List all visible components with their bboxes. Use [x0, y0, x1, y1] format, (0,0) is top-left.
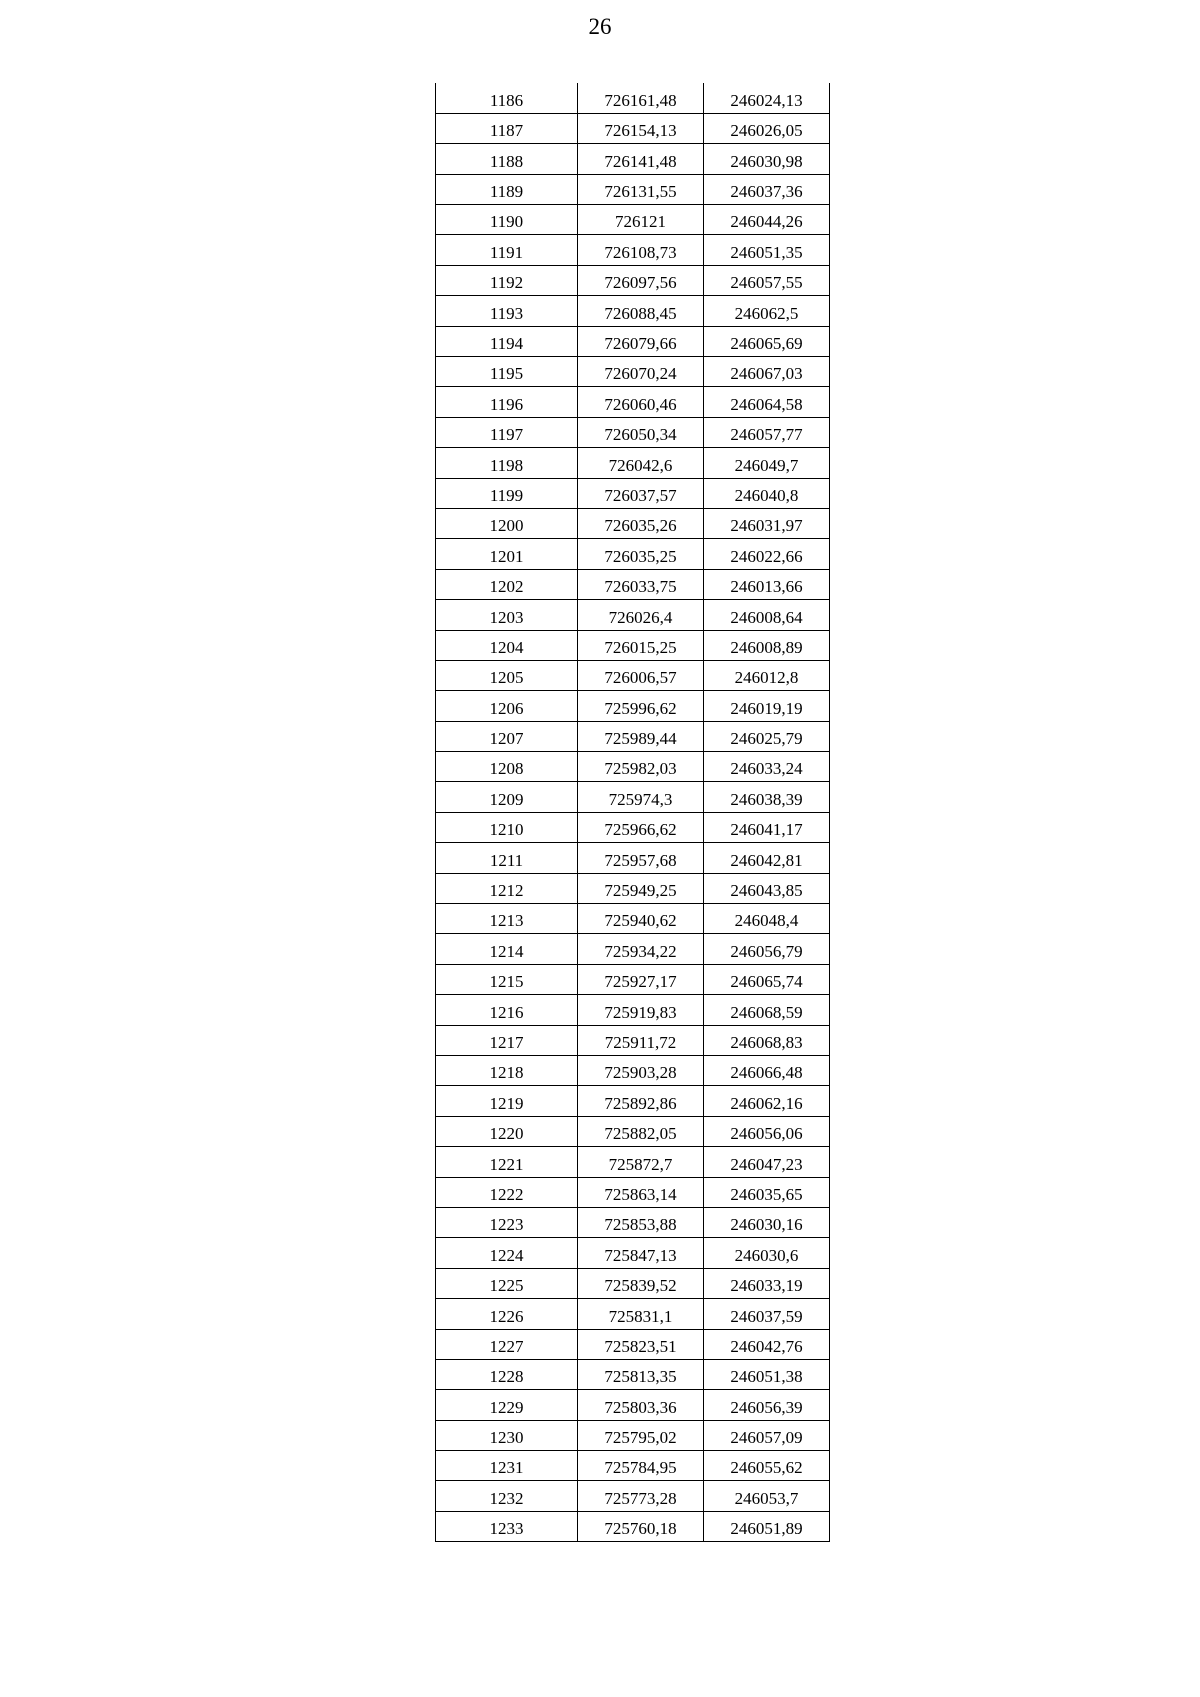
table-row — [436, 782, 830, 812]
x-coordinate-cell: 725996,62 — [578, 691, 704, 721]
x-coordinate-cell: 725853,88 — [578, 1207, 704, 1237]
x-coordinate-cell: 726026,4 — [578, 600, 704, 630]
x-coordinate-cell: 725934,22 — [578, 934, 704, 964]
point-number-cell: 1215 — [436, 964, 578, 994]
point-number-cell: 1193 — [436, 296, 578, 326]
y-coordinate-cell: 246035,65 — [704, 1177, 830, 1207]
point-number-cell: 1201 — [436, 539, 578, 569]
x-coordinate-cell: 725839,52 — [578, 1268, 704, 1298]
point-number-cell: 1198 — [436, 448, 578, 478]
table-row — [436, 904, 830, 934]
point-number-cell: 1224 — [436, 1238, 578, 1268]
table-row — [436, 600, 830, 630]
table-row — [436, 174, 830, 204]
point-number-cell: 1191 — [436, 235, 578, 265]
table-row — [436, 569, 830, 599]
point-number-cell: 1228 — [436, 1359, 578, 1389]
x-coordinate-cell: 726035,25 — [578, 539, 704, 569]
point-number-cell: 1187 — [436, 113, 578, 143]
point-number-cell: 1200 — [436, 508, 578, 538]
point-number-cell: 1206 — [436, 691, 578, 721]
coordinates-table-body — [436, 83, 830, 1542]
table-row — [436, 326, 830, 356]
x-coordinate-cell: 725823,51 — [578, 1329, 704, 1359]
y-coordinate-cell: 246065,74 — [704, 964, 830, 994]
point-number-cell: 1192 — [436, 265, 578, 295]
y-coordinate-cell: 246053,7 — [704, 1481, 830, 1511]
y-coordinate-cell: 246067,03 — [704, 357, 830, 387]
point-number-cell: 1222 — [436, 1177, 578, 1207]
table-row — [436, 995, 830, 1025]
x-coordinate-cell: 725803,36 — [578, 1390, 704, 1420]
table-row — [436, 1451, 830, 1481]
y-coordinate-cell: 246042,76 — [704, 1329, 830, 1359]
point-number-cell: 1226 — [436, 1299, 578, 1329]
y-coordinate-cell: 246030,16 — [704, 1207, 830, 1237]
table-row — [436, 83, 830, 113]
y-coordinate-cell: 246051,89 — [704, 1511, 830, 1541]
x-coordinate-cell: 725949,25 — [578, 873, 704, 903]
y-coordinate-cell: 246030,98 — [704, 144, 830, 174]
point-number-cell: 1199 — [436, 478, 578, 508]
x-coordinate-cell: 726121 — [578, 205, 704, 235]
table-row — [436, 235, 830, 265]
y-coordinate-cell: 246024,13 — [704, 83, 830, 113]
point-number-cell: 1227 — [436, 1329, 578, 1359]
table-row — [436, 1056, 830, 1086]
x-coordinate-cell: 725919,83 — [578, 995, 704, 1025]
y-coordinate-cell: 246068,83 — [704, 1025, 830, 1055]
point-number-cell: 1197 — [436, 417, 578, 447]
x-coordinate-cell: 726006,57 — [578, 660, 704, 690]
table-row — [436, 448, 830, 478]
y-coordinate-cell: 246008,64 — [704, 600, 830, 630]
x-coordinate-cell: 725795,02 — [578, 1420, 704, 1450]
table-row — [436, 144, 830, 174]
x-coordinate-cell: 726154,13 — [578, 113, 704, 143]
point-number-cell: 1219 — [436, 1086, 578, 1116]
x-coordinate-cell: 726131,55 — [578, 174, 704, 204]
table-row — [436, 660, 830, 690]
y-coordinate-cell: 246047,23 — [704, 1147, 830, 1177]
table-row — [436, 1025, 830, 1055]
y-coordinate-cell: 246055,62 — [704, 1451, 830, 1481]
point-number-cell: 1223 — [436, 1207, 578, 1237]
point-number-cell: 1189 — [436, 174, 578, 204]
x-coordinate-cell: 726141,48 — [578, 144, 704, 174]
point-number-cell: 1203 — [436, 600, 578, 630]
table-row — [436, 296, 830, 326]
point-number-cell: 1231 — [436, 1451, 578, 1481]
y-coordinate-cell: 246041,17 — [704, 812, 830, 842]
point-number-cell: 1216 — [436, 995, 578, 1025]
table-row — [436, 1086, 830, 1116]
y-coordinate-cell: 246031,97 — [704, 508, 830, 538]
x-coordinate-cell: 725863,14 — [578, 1177, 704, 1207]
point-number-cell: 1233 — [436, 1511, 578, 1541]
x-coordinate-cell: 725773,28 — [578, 1481, 704, 1511]
table-row — [436, 1116, 830, 1146]
x-coordinate-cell: 725872,7 — [578, 1147, 704, 1177]
y-coordinate-cell: 246057,55 — [704, 265, 830, 295]
x-coordinate-cell: 725892,86 — [578, 1086, 704, 1116]
x-coordinate-cell: 726088,45 — [578, 296, 704, 326]
point-number-cell: 1218 — [436, 1056, 578, 1086]
table-row — [436, 812, 830, 842]
page-number: 26 — [588, 14, 612, 39]
table-row — [436, 1329, 830, 1359]
point-number-cell: 1190 — [436, 205, 578, 235]
point-number-cell: 1210 — [436, 812, 578, 842]
table-row — [436, 721, 830, 751]
y-coordinate-cell: 246051,38 — [704, 1359, 830, 1389]
point-number-cell: 1186 — [436, 83, 578, 113]
point-number-cell: 1207 — [436, 721, 578, 751]
point-number-cell: 1232 — [436, 1481, 578, 1511]
y-coordinate-cell: 246019,19 — [704, 691, 830, 721]
x-coordinate-cell: 726108,73 — [578, 235, 704, 265]
x-coordinate-cell: 725847,13 — [578, 1238, 704, 1268]
y-coordinate-cell: 246057,09 — [704, 1420, 830, 1450]
y-coordinate-cell: 246043,85 — [704, 873, 830, 903]
x-coordinate-cell: 726033,75 — [578, 569, 704, 599]
x-coordinate-cell: 725974,3 — [578, 782, 704, 812]
y-coordinate-cell: 246033,24 — [704, 752, 830, 782]
y-coordinate-cell: 246022,66 — [704, 539, 830, 569]
x-coordinate-cell: 725982,03 — [578, 752, 704, 782]
table-row — [436, 1268, 830, 1298]
table-row — [436, 478, 830, 508]
table-row — [436, 387, 830, 417]
y-coordinate-cell: 246042,81 — [704, 843, 830, 873]
point-number-cell: 1220 — [436, 1116, 578, 1146]
x-coordinate-cell: 725927,17 — [578, 964, 704, 994]
x-coordinate-cell: 726035,26 — [578, 508, 704, 538]
table-row — [436, 1390, 830, 1420]
table-row — [436, 630, 830, 660]
y-coordinate-cell: 246037,59 — [704, 1299, 830, 1329]
point-number-cell: 1211 — [436, 843, 578, 873]
y-coordinate-cell: 246030,6 — [704, 1238, 830, 1268]
point-number-cell: 1208 — [436, 752, 578, 782]
x-coordinate-cell: 726015,25 — [578, 630, 704, 660]
x-coordinate-cell: 725760,18 — [578, 1511, 704, 1541]
point-number-cell: 1209 — [436, 782, 578, 812]
y-coordinate-cell: 246068,59 — [704, 995, 830, 1025]
point-number-cell: 1229 — [436, 1390, 578, 1420]
table-row — [436, 417, 830, 447]
table-row — [436, 1359, 830, 1389]
point-number-cell: 1188 — [436, 144, 578, 174]
table-row — [436, 1420, 830, 1450]
y-coordinate-cell: 246012,8 — [704, 660, 830, 690]
point-number-cell: 1205 — [436, 660, 578, 690]
x-coordinate-cell: 725989,44 — [578, 721, 704, 751]
point-number-cell: 1221 — [436, 1147, 578, 1177]
y-coordinate-cell: 246044,26 — [704, 205, 830, 235]
table-row — [436, 539, 830, 569]
y-coordinate-cell: 246056,06 — [704, 1116, 830, 1146]
table-row — [436, 964, 830, 994]
y-coordinate-cell: 246040,8 — [704, 478, 830, 508]
x-coordinate-cell: 726060,46 — [578, 387, 704, 417]
table-row — [436, 873, 830, 903]
y-coordinate-cell: 246057,77 — [704, 417, 830, 447]
x-coordinate-cell: 725966,62 — [578, 812, 704, 842]
x-coordinate-cell: 726097,56 — [578, 265, 704, 295]
table-row — [436, 1207, 830, 1237]
point-number-cell: 1225 — [436, 1268, 578, 1298]
table-row — [436, 1238, 830, 1268]
x-coordinate-cell: 726050,34 — [578, 417, 704, 447]
x-coordinate-cell: 725831,1 — [578, 1299, 704, 1329]
table-row — [436, 691, 830, 721]
coordinates-table — [435, 83, 830, 1542]
y-coordinate-cell: 246033,19 — [704, 1268, 830, 1298]
x-coordinate-cell: 726079,66 — [578, 326, 704, 356]
y-coordinate-cell: 246025,79 — [704, 721, 830, 751]
y-coordinate-cell: 246049,7 — [704, 448, 830, 478]
table-row — [436, 1147, 830, 1177]
x-coordinate-cell: 725813,35 — [578, 1359, 704, 1389]
y-coordinate-cell: 246066,48 — [704, 1056, 830, 1086]
point-number-cell: 1196 — [436, 387, 578, 417]
x-coordinate-cell: 726042,6 — [578, 448, 704, 478]
table-row — [436, 1299, 830, 1329]
point-number-cell: 1212 — [436, 873, 578, 903]
y-coordinate-cell: 246056,79 — [704, 934, 830, 964]
table-row — [436, 1177, 830, 1207]
point-number-cell: 1194 — [436, 326, 578, 356]
y-coordinate-cell: 246056,39 — [704, 1390, 830, 1420]
table-row — [436, 843, 830, 873]
point-number-cell: 1217 — [436, 1025, 578, 1055]
y-coordinate-cell: 246065,69 — [704, 326, 830, 356]
table-row — [436, 508, 830, 538]
point-number-cell: 1204 — [436, 630, 578, 660]
point-number-cell: 1213 — [436, 904, 578, 934]
x-coordinate-cell: 725911,72 — [578, 1025, 704, 1055]
x-coordinate-cell: 726070,24 — [578, 357, 704, 387]
y-coordinate-cell: 246062,16 — [704, 1086, 830, 1116]
point-number-cell: 1202 — [436, 569, 578, 599]
y-coordinate-cell: 246048,4 — [704, 904, 830, 934]
x-coordinate-cell: 725903,28 — [578, 1056, 704, 1086]
x-coordinate-cell: 726037,57 — [578, 478, 704, 508]
point-number-cell: 1230 — [436, 1420, 578, 1450]
table-row — [436, 113, 830, 143]
table-row — [436, 265, 830, 295]
table-row — [436, 205, 830, 235]
table-row — [436, 934, 830, 964]
y-coordinate-cell: 246051,35 — [704, 235, 830, 265]
y-coordinate-cell: 246026,05 — [704, 113, 830, 143]
x-coordinate-cell: 725882,05 — [578, 1116, 704, 1146]
point-number-cell: 1214 — [436, 934, 578, 964]
x-coordinate-cell: 726161,48 — [578, 83, 704, 113]
table-row — [436, 357, 830, 387]
y-coordinate-cell: 246038,39 — [704, 782, 830, 812]
y-coordinate-cell: 246013,66 — [704, 569, 830, 599]
table-row — [436, 752, 830, 782]
table-row — [436, 1511, 830, 1541]
x-coordinate-cell: 725940,62 — [578, 904, 704, 934]
x-coordinate-cell: 725957,68 — [578, 843, 704, 873]
y-coordinate-cell: 246008,89 — [704, 630, 830, 660]
point-number-cell: 1195 — [436, 357, 578, 387]
x-coordinate-cell: 725784,95 — [578, 1451, 704, 1481]
y-coordinate-cell: 246037,36 — [704, 174, 830, 204]
table-row — [436, 1481, 830, 1511]
y-coordinate-cell: 246062,5 — [704, 296, 830, 326]
y-coordinate-cell: 246064,58 — [704, 387, 830, 417]
